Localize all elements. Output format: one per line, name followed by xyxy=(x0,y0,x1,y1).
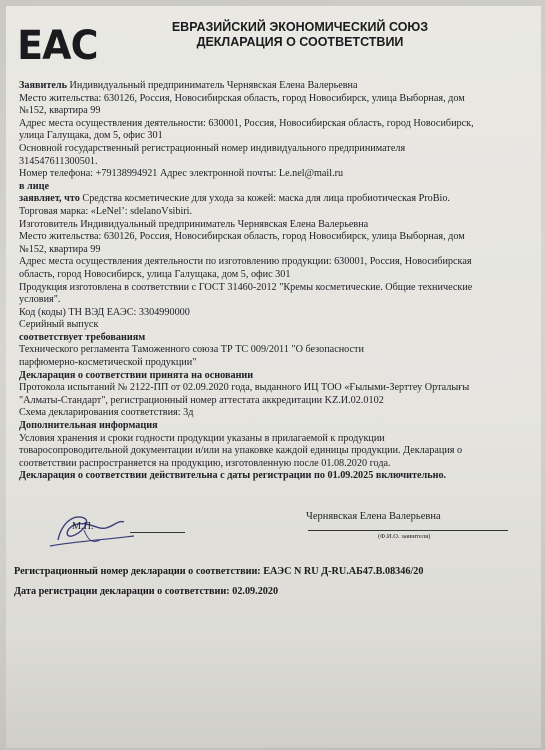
in-person-label: в лице xyxy=(19,180,50,192)
applicant-residence-2: №152, квартира 99 xyxy=(19,105,101,117)
manufacturer-1: Изготовитель Индивидуальный предприниматель Чернявская Елена Валерьевна xyxy=(19,218,369,230)
name-line xyxy=(308,530,508,531)
declares-line xyxy=(19,193,524,206)
hs-code: Код (коды) ТН ВЭД ЕАЭС: 3304990000 xyxy=(19,306,190,318)
basis-text-2: "Алматы-Стандарт", регистрационный номер аттестата аккредитации KZ.И.02.0102 xyxy=(19,394,384,406)
additional-info-label: Дополнительная информация xyxy=(19,420,158,432)
applicant-contacts: Номер телефона: +79138994921 Адрес электронной почты: Le.nel@mail.ru xyxy=(19,168,344,180)
applicant-name: Индивидуальный предприниматель Чернявская Елена Валерьевна xyxy=(69,80,358,91)
trademark: Торговая марка: «LeNel’: sdelanoVsibiri. xyxy=(19,205,193,217)
additional-info-1: Условия хранения и сроки годности продукции указаны в прилагаемой к продукции xyxy=(19,432,385,444)
product-description: Средства косметические для ухода за кожей: маска для лица пробиотическая ProBio. xyxy=(82,193,450,205)
additional-info-3: соответствии распространяется на продукцию, изготовленную после 01.08.2020 года. xyxy=(19,457,391,469)
production-address-1: Адрес места осуществления деятельности по изготовлению продукции: 630001, Россия, Новосибирская xyxy=(19,256,472,268)
production-address-2: область, город Новосибирск, улица Галущака, дом 5, офис 301 xyxy=(19,268,291,280)
header-union-title: ЕВРАЗИЙСКИЙ ЭКОНОМИЧЕСКИЙ СОЮЗ xyxy=(171,20,429,34)
registration-date-label: Дата регистрации декларации о соответствии: xyxy=(14,586,230,597)
signature-line xyxy=(130,532,185,533)
standard-1: Продукция изготовлена в соответствии с ГОСТ 31460-2012 "Кремы косметические. Общие технические xyxy=(19,281,473,293)
seal-placeholder: М.П. xyxy=(72,521,94,532)
applicant-line xyxy=(19,80,524,93)
registration-date-line xyxy=(14,586,278,597)
applicant-activity-address-2: улица Галущака, дом 5, офис 301 xyxy=(19,130,163,142)
basis-scheme: Схема декларирования соответствия: 3д xyxy=(19,407,194,419)
signatory-name: Чернявская Елена Валерьевна xyxy=(306,511,441,522)
signatory-caption: (Ф.И.О. заявителя) xyxy=(378,533,431,540)
basis-label: Декларация о соответствии принята на основании xyxy=(19,369,254,381)
registration-date: 02.09.2020 xyxy=(232,586,279,597)
registration-number: ЕАЭС N RU Д-RU.АБ47.В.08346/20 xyxy=(263,566,424,577)
declaration-body xyxy=(19,80,524,483)
declares-label: заявляет, что xyxy=(19,193,80,205)
header-declaration-title: ДЕКЛАРАЦИЯ О СООТВЕТСТВИИ xyxy=(196,35,404,49)
requirements-text-2: парфюмерно-косметической продукции" xyxy=(19,357,197,369)
manufacturer-3: №152, квартира 99 xyxy=(19,243,101,255)
registration-number-label: Регистрационный номер декларации о соответствии: xyxy=(14,566,261,577)
standard-2: условия". xyxy=(19,294,61,306)
applicant-residence-1: Место жительства: 630126, Россия, Новосибирская область, город Новосибирск, улица Выборная, дом xyxy=(19,92,465,104)
applicant-activity-address-1: Адрес места осуществления деятельности: 630001, Россия, Новосибирская область, город Новосибирск, xyxy=(19,117,474,129)
applicant-ogrnip-1: Основной государственный регистрационный номер индивидуального предпринимателя xyxy=(19,142,406,154)
applicant-label: Заявитель xyxy=(19,80,67,91)
registration-number-line xyxy=(14,566,423,577)
batch-type: Серийный выпуск xyxy=(19,319,99,331)
requirements-text-1: Технического регламента Таможенного союза ТР ТС 009/2011 "О безопасности xyxy=(19,344,364,356)
additional-info-2: товаросопроводительной документации и/или на упаковке каждой единицы продукции. Декларация о xyxy=(19,445,463,457)
applicant-ogrnip-2: 314547611300501. xyxy=(19,155,98,167)
manufacturer-2: Место жительства: 630126, Россия, Новосибирская область, город Новосибирск, улица Выборная, дом xyxy=(19,231,465,243)
document-header xyxy=(150,20,450,50)
requirements-label: соответствует требованиям xyxy=(19,331,146,343)
basis-text-1: Протокола испытаний № 2122-ПП от 02.09.2020 года, выданного ИЦ ТОО «Ғылыми-Зерттеу Орталығы xyxy=(19,382,470,394)
eac-logo: ЕАС xyxy=(17,23,98,69)
validity-statement: Декларация о соответствии действительна с даты регистрации по 01.09.2025 включительно. xyxy=(19,470,447,482)
